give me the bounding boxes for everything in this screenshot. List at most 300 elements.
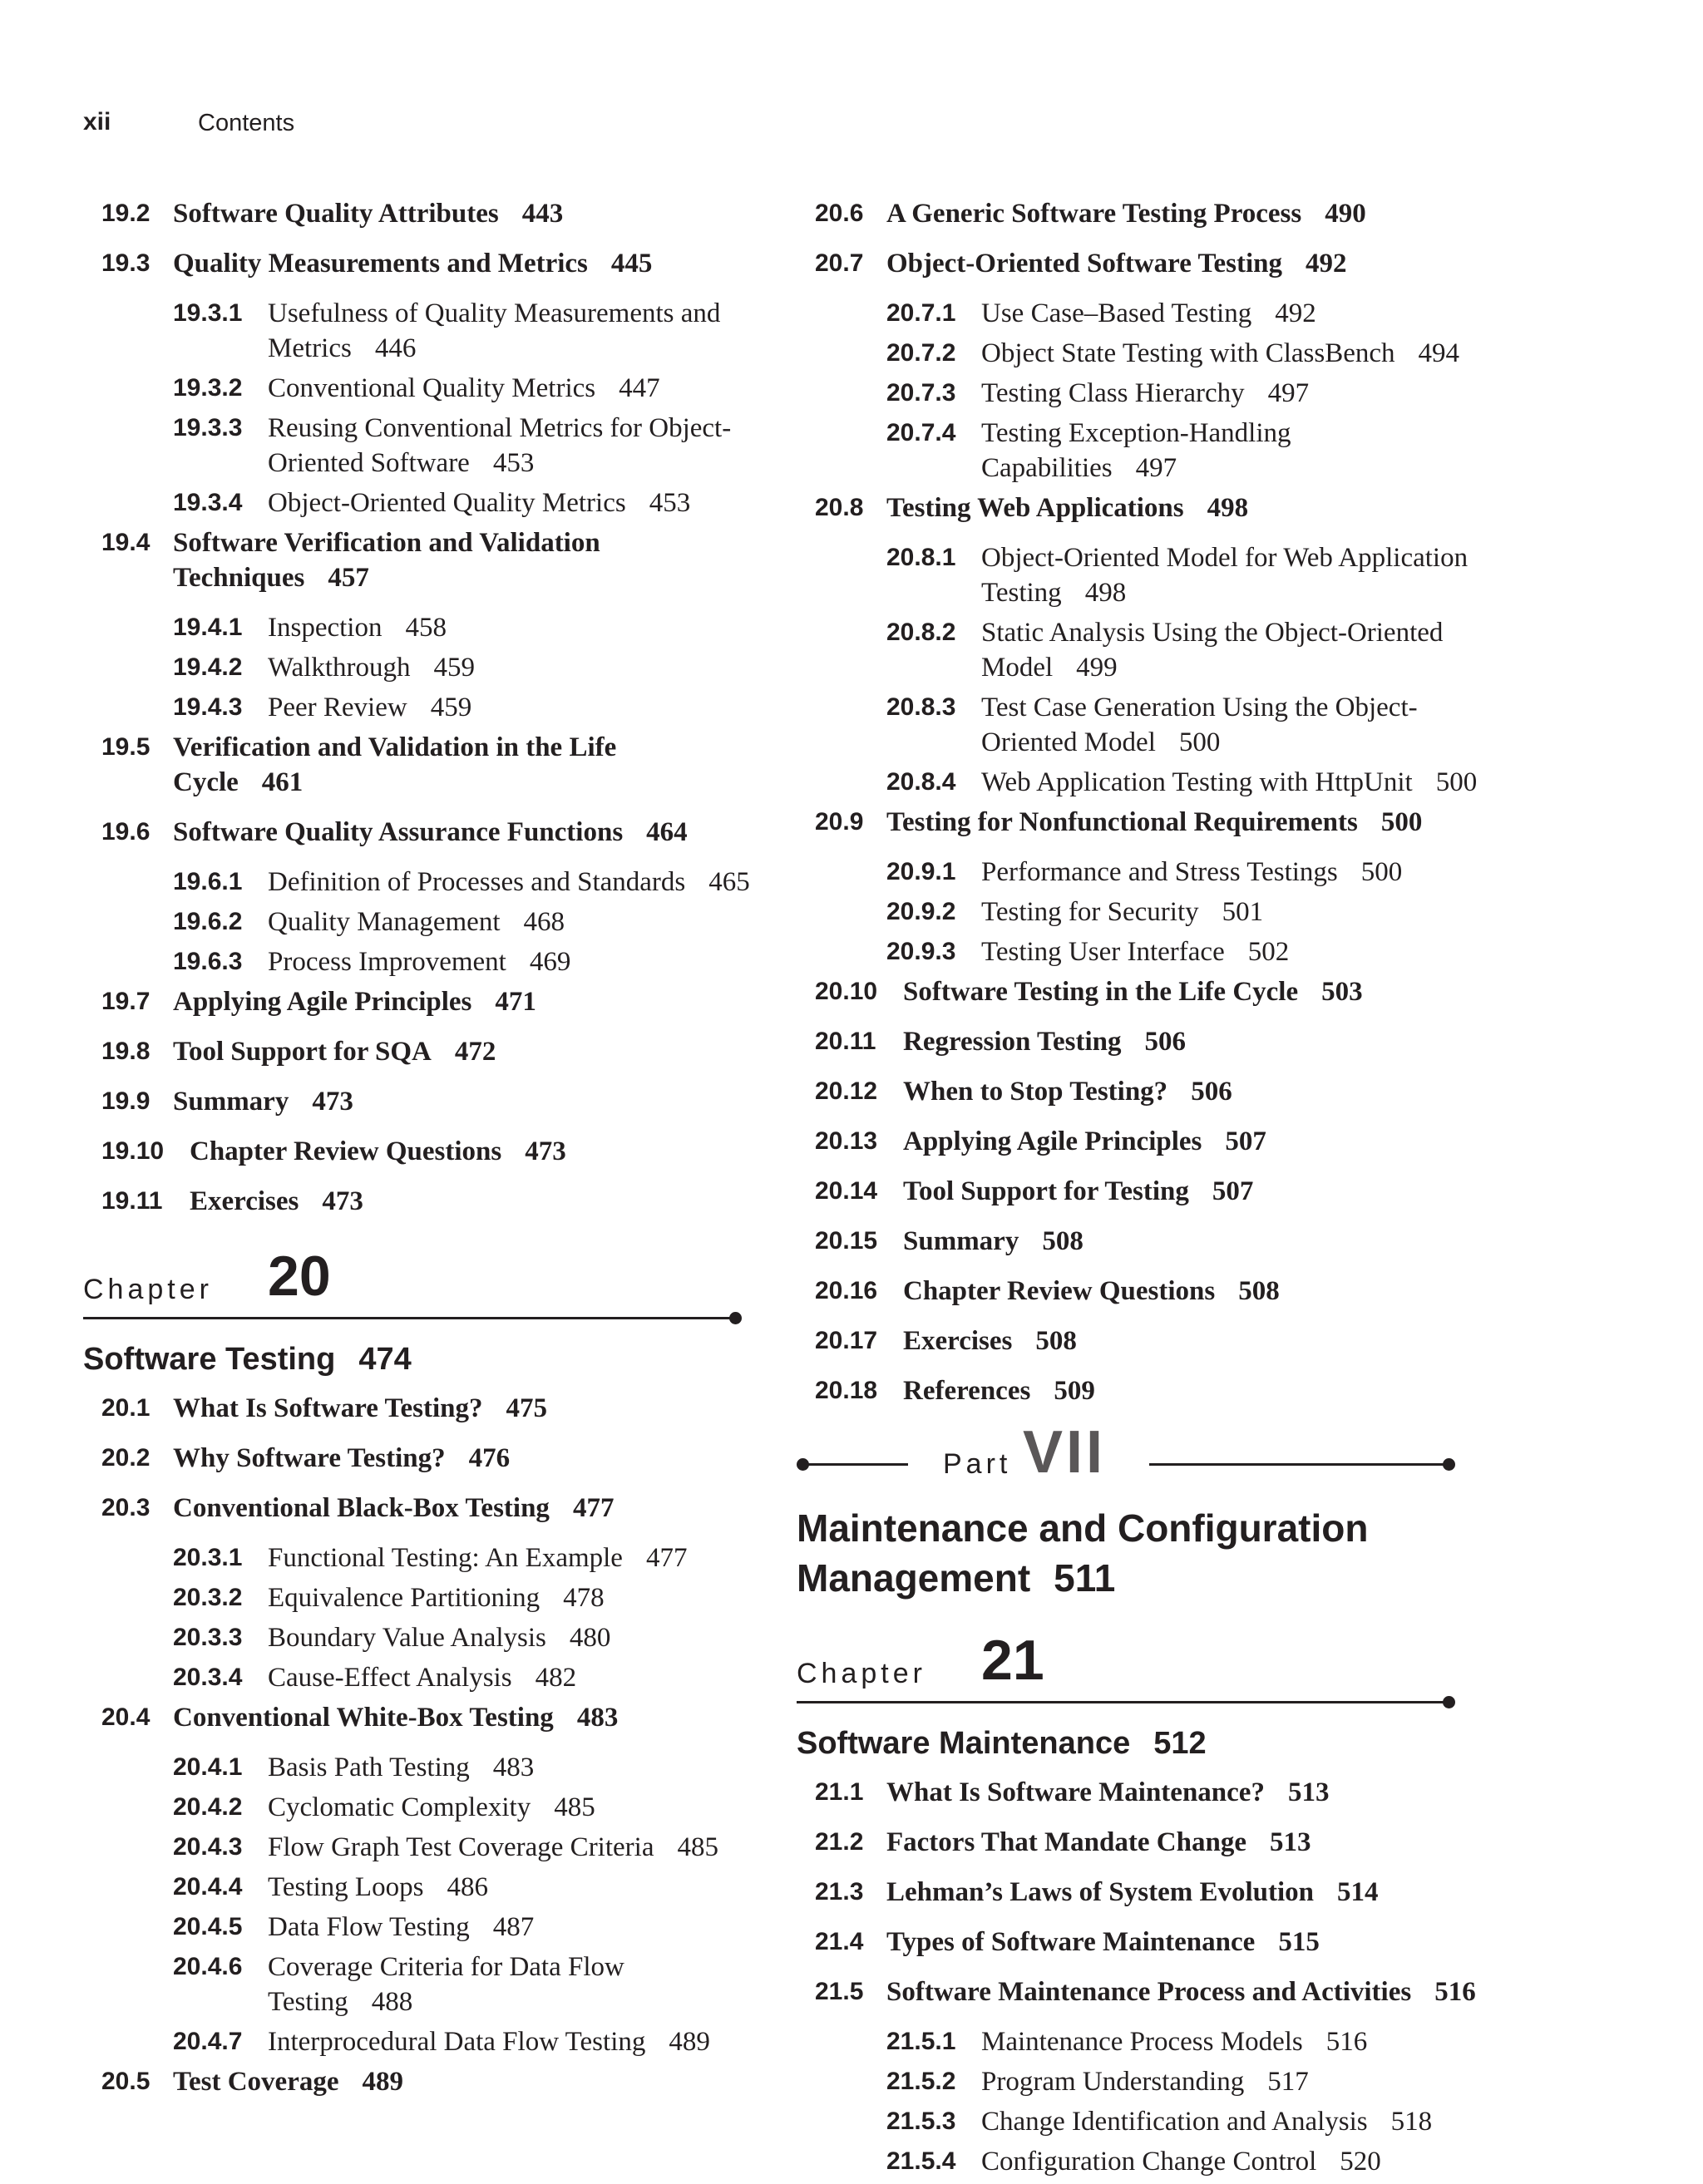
toc-list-left	[101, 196, 750, 1219]
toc-entry-number: 21.4	[815, 1928, 864, 1955]
toc-entry-title: Regression Testing	[903, 1027, 1122, 1057]
running-header: Contents	[198, 110, 295, 136]
toc-entry-number: 20.1	[101, 1394, 151, 1422]
toc-entry-page: 447	[619, 373, 660, 403]
toc-entry-page: 457	[328, 563, 369, 593]
toc-entry-page: 475	[506, 1393, 548, 1423]
toc-entry-number: 20.4.6	[173, 1953, 243, 1980]
toc-entry-title: Reusing Conventional Metrics for Object-Oriented Software	[268, 413, 732, 478]
toc-entry-title: Test Coverage	[173, 2067, 339, 2097]
toc-entry-page: 508	[1042, 1226, 1084, 1256]
toc-section	[101, 1184, 750, 1219]
toc-entry-page: 485	[554, 1792, 595, 1822]
toc-subsection	[101, 1830, 750, 1865]
toc-section	[815, 1224, 1480, 1259]
toc-entry-page: 476	[468, 1443, 511, 1473]
toc-entry-title: What Is Software Testing?	[173, 1393, 483, 1423]
toc-entry-title: Types of Software Maintenance	[886, 1927, 1256, 1957]
toc-entry-number: 21.5.4	[886, 2147, 956, 2175]
toc-section	[815, 1274, 1480, 1309]
toc-entry-title: Software Testing in the Life Cycle	[903, 977, 1299, 1007]
chapter-label: Chapter	[83, 1274, 213, 1305]
toc-entry-number: 19.4	[101, 529, 151, 556]
toc-entry-number: 20.13	[815, 1127, 878, 1155]
toc-entry-title: Functional Testing: An Example	[268, 1543, 623, 1573]
toc-section	[101, 1491, 750, 1526]
toc-entry-page: 516	[1434, 1977, 1476, 2007]
toc-subsection	[101, 296, 750, 366]
part-rule-left	[803, 1463, 908, 1466]
toc-entry-page: 494	[1418, 338, 1460, 368]
toc-entry-number: 20.3.1	[173, 1544, 243, 1571]
toc-entry-number: 19.2	[101, 200, 151, 227]
toc-entry-title: Static Analysis Using the Object-Oriented Model	[981, 618, 1444, 683]
toc-subsection	[101, 1910, 750, 1945]
toc-section	[815, 1775, 1480, 1810]
toc-entry-title: Definition of Processes and Standards	[268, 867, 686, 897]
toc-entry-title: Object-Oriented Model for Web Application Testing	[981, 543, 1469, 608]
toc-entry-number: 20.5	[101, 2068, 151, 2095]
toc-subsection	[101, 1541, 750, 1575]
toc-entry-page: 486	[447, 1872, 488, 1902]
toc-section	[101, 815, 750, 850]
toc-section	[101, 1034, 750, 1069]
toc-entry-page: 468	[523, 907, 565, 937]
toc-section	[101, 1391, 750, 1426]
toc-entry-title: Testing Exception-Handling Capabilities	[981, 418, 1291, 483]
toc-entry-number: 21.5.3	[886, 2108, 956, 2135]
toc-entry-title: Cause-Effect Analysis	[268, 1663, 512, 1693]
toc-subsection	[815, 2144, 1480, 2179]
toc-entry-number: 21.2	[815, 1828, 864, 1856]
toc-entry-page: 458	[405, 613, 447, 643]
toc-entry-title: Software Quality Assurance Functions	[173, 817, 624, 847]
part-label: Part	[943, 1448, 1012, 1480]
toc-subsection	[101, 610, 750, 645]
toc-entry-title: Chapter Review Questions	[903, 1276, 1216, 1306]
part-page: 511	[1054, 1556, 1116, 1600]
toc-entry-title: Verification and Validation in the Life Cycle	[173, 732, 617, 797]
chapter-label: Chapter	[797, 1658, 926, 1689]
toc-section	[101, 1441, 750, 1476]
toc-entry-number: 21.1	[815, 1778, 864, 1806]
toc-entry-page: 509	[1054, 1376, 1095, 1406]
toc-entry-page: 465	[708, 867, 750, 897]
toc-entry-number: 19.6	[101, 818, 151, 845]
toc-entry-title: Exercises	[903, 1326, 1013, 1356]
toc-entry-page: 453	[492, 448, 535, 478]
chapter-title	[83, 1342, 750, 1378]
toc-entry-page: 459	[430, 693, 472, 722]
toc-entry-page: 497	[1267, 378, 1310, 408]
toc-entry-number: 19.4.1	[173, 614, 243, 641]
toc-entry-page: 518	[1390, 2107, 1433, 2137]
toc-entry-page: 500	[1435, 767, 1478, 797]
toc-section	[815, 196, 1480, 231]
toc-subsection	[101, 1750, 750, 1785]
chapter-20-heading	[83, 1244, 742, 1327]
toc-entry-page: 477	[572, 1493, 615, 1523]
toc-subsection	[815, 934, 1480, 969]
toc-subsection	[815, 2104, 1480, 2139]
toc-entry-title: When to Stop Testing?	[903, 1077, 1168, 1107]
toc-entry-number: 20.7.2	[886, 339, 956, 367]
toc-entry-page: 487	[492, 1912, 535, 1942]
toc-entry-number: 20.8.1	[886, 544, 956, 571]
toc-entry-title: Software Verification and Validation Techniques	[173, 528, 600, 593]
toc-entry-title: Testing Class Hierarchy	[981, 378, 1245, 408]
toc-entry-page: 446	[374, 333, 417, 363]
toc-entry-title: Coverage Criteria for Data Flow Testing	[268, 1952, 624, 2017]
toc-entry-number: 20.4.2	[173, 1793, 243, 1821]
toc-entry-number: 19.10	[101, 1137, 165, 1165]
part-heading	[797, 1419, 1455, 1501]
toc-subsection	[101, 411, 750, 481]
toc-entry-page: 480	[569, 1623, 611, 1653]
toc-entry-number: 20.4.3	[173, 1833, 243, 1861]
toc-entry-title: Testing Web Applications	[886, 493, 1184, 523]
toc-subsection	[815, 895, 1480, 929]
toc-entry-number: 20.8	[815, 494, 864, 521]
toc-section	[815, 1974, 1480, 2009]
toc-entry-number: 20.9.2	[886, 898, 956, 925]
toc-section	[815, 1174, 1480, 1209]
toc-section	[815, 1324, 1480, 1358]
toc-subsection	[101, 690, 750, 725]
toc-entry-page: 473	[525, 1136, 566, 1166]
toc-entry-page: 492	[1275, 298, 1316, 328]
toc-section	[815, 1024, 1480, 1059]
part-rule-dot-right	[1443, 1458, 1455, 1471]
toc-entry-page: 517	[1267, 2067, 1309, 2097]
toc-entry-title: Lehman’s Laws of System Evolution	[886, 1877, 1314, 1907]
toc-entry-page: 514	[1337, 1877, 1379, 1907]
chapter-rule-dot	[1443, 1696, 1455, 1708]
toc-entry-page: 488	[371, 1987, 413, 2017]
toc-entry-page: 489	[669, 2027, 710, 2057]
toc-entry-title: Object State Testing with ClassBench	[981, 338, 1395, 368]
toc-subsection	[101, 905, 750, 939]
toc-entry-title: Maintenance Process Models	[981, 2027, 1303, 2057]
toc-entry-page: 506	[1144, 1027, 1187, 1057]
toc-entry-page: 502	[1247, 937, 1290, 967]
toc-entry-page: 501	[1222, 897, 1264, 927]
toc-entry-number: 21.5.2	[886, 2068, 956, 2095]
toc-entry-page: 508	[1238, 1276, 1280, 1306]
toc-entry-page: 506	[1191, 1077, 1232, 1107]
toc-entry-number: 20.18	[815, 1377, 878, 1404]
toc-subsection	[101, 1790, 750, 1825]
toc-subsection	[815, 765, 1480, 800]
toc-entry-title: Web Application Testing with HttpUnit	[981, 767, 1413, 797]
toc-entry-number: 20.4.5	[173, 1913, 243, 1940]
toc-entry-page: 492	[1306, 249, 1347, 279]
toc-entry-page: 471	[495, 987, 536, 1017]
toc-entry-title: Equivalence Partitioning	[268, 1583, 541, 1613]
toc-entry-page: 489	[362, 2067, 403, 2097]
toc-entry-number: 20.8.4	[886, 768, 956, 796]
toc-entry-number: 19.5	[101, 733, 151, 761]
toc-entry-title: Why Software Testing?	[173, 1443, 446, 1473]
toc-entry-page: 443	[521, 199, 564, 229]
toc-entry-number: 20.12	[815, 1077, 878, 1105]
toc-entry-title: Conventional Black-Box Testing	[173, 1493, 550, 1523]
chapter-title-text: Software Testing	[83, 1342, 336, 1377]
toc-section	[101, 1134, 750, 1169]
toc-entry-page: 473	[322, 1186, 363, 1216]
part-rule-right	[1149, 1463, 1449, 1466]
chapter-21-heading	[797, 1628, 1455, 1711]
toc-entry-number: 20.3.4	[173, 1664, 243, 1691]
chapter-rule	[797, 1701, 1449, 1703]
toc-section	[815, 491, 1480, 525]
toc-section	[815, 1825, 1480, 1860]
toc-subsection	[815, 855, 1480, 890]
toc-section	[815, 1074, 1480, 1109]
toc-entry-title: Cyclomatic Complexity	[268, 1792, 531, 1822]
toc-entry-number: 20.7	[815, 249, 864, 277]
toc-right-column	[797, 196, 1480, 2184]
toc-entry-page: 483	[492, 1753, 535, 1782]
toc-list-chapter-20	[101, 1391, 750, 2099]
toc-entry-page: 472	[454, 1037, 496, 1067]
toc-list-right	[815, 196, 1480, 1408]
toc-entry-page: 499	[1076, 653, 1118, 683]
toc-entry-number: 19.3.1	[173, 299, 243, 327]
toc-entry-title: Change Identification and Analysis	[981, 2107, 1368, 2137]
part-title	[797, 1503, 1480, 1603]
toc-section	[101, 196, 750, 231]
toc-entry-title: What Is Software Maintenance?	[886, 1777, 1265, 1807]
toc-subsection	[815, 336, 1480, 371]
toc-section	[101, 730, 750, 800]
toc-entry-number: 20.10	[815, 978, 878, 1005]
toc-entry-title: Boundary Value Analysis	[268, 1623, 546, 1653]
chapter-number: 20	[268, 1245, 331, 1308]
toc-entry-title: Performance and Stress Testings	[981, 857, 1338, 887]
toc-entry-number: 19.4.3	[173, 693, 243, 721]
toc-entry-number: 19.6.2	[173, 908, 243, 935]
toc-entry-title: Object-Oriented Quality Metrics	[268, 488, 626, 518]
toc-entry-number: 19.3.3	[173, 414, 243, 441]
toc-entry-number: 19.3.2	[173, 374, 243, 402]
toc-subsection	[101, 865, 750, 900]
toc-entry-page: 500	[1178, 727, 1221, 757]
toc-entry-page: 513	[1287, 1777, 1330, 1807]
toc-entry-title: Program Understanding	[981, 2067, 1245, 2097]
toc-entry-title: Testing Loops	[268, 1872, 424, 1902]
part-title-text: Maintenance and Configuration Management	[797, 1506, 1369, 1600]
toc-entry-page: 461	[261, 767, 304, 797]
toc-subsection	[815, 540, 1480, 610]
toc-subsection	[101, 1620, 750, 1655]
toc-entry-number: 19.3	[101, 249, 151, 277]
toc-entry-title: Basis Path Testing	[268, 1753, 470, 1782]
toc-entry-title: Software Maintenance Process and Activities	[886, 1977, 1412, 2007]
toc-subsection	[101, 1950, 750, 2019]
toc-entry-title: Use Case–Based Testing	[981, 298, 1252, 328]
toc-entry-number: 21.3	[815, 1878, 864, 1905]
chapter-title	[797, 1726, 1480, 1762]
toc-entry-title: Software Quality Attributes	[173, 199, 499, 229]
toc-entry-title: Testing for Security	[981, 897, 1199, 927]
toc-subsection	[815, 416, 1480, 486]
toc-subsection	[101, 1870, 750, 1905]
toc-section	[815, 974, 1480, 1009]
chapter-rule	[83, 1317, 735, 1319]
toc-subsection	[815, 2024, 1480, 2059]
toc-entry-title: Inspection	[268, 613, 383, 643]
toc-entry-page: 516	[1325, 2027, 1368, 2057]
toc-entry-title: Usefulness of Quality Measurements and Metrics	[268, 298, 721, 363]
toc-entry-title: Conventional White-Box Testing	[173, 1703, 554, 1733]
toc-section	[815, 1875, 1480, 1910]
toc-entry-number: 20.14	[815, 1177, 878, 1205]
toc-entry-title: Conventional Quality Metrics	[268, 373, 596, 403]
toc-section	[815, 1373, 1480, 1408]
toc-entry-title: Peer Review	[268, 693, 407, 722]
toc-entry-number: 20.8.2	[886, 619, 956, 646]
toc-entry-title: Factors That Mandate Change	[886, 1827, 1246, 1857]
chapter-page: 474	[358, 1342, 412, 1377]
toc-entry-number: 20.9.1	[886, 858, 956, 885]
toc-section	[101, 1700, 750, 1735]
toc-entry-title: Quality Management	[268, 907, 501, 937]
toc-entry-number: 19.4.2	[173, 653, 243, 681]
toc-entry-number: 20.3.2	[173, 1584, 243, 1611]
toc-list-chapter-21	[815, 1775, 1480, 2179]
toc-entry-page: 520	[1340, 2147, 1381, 2177]
toc-entry-title: Testing for Nonfunctional Requirements	[886, 807, 1358, 837]
toc-entry-number: 20.4.7	[173, 2028, 243, 2055]
toc-entry-page: 473	[312, 1087, 353, 1117]
part-number: VII	[1023, 1419, 1107, 1486]
toc-entry-title: Chapter Review Questions	[190, 1136, 502, 1166]
toc-section	[101, 2064, 750, 2099]
toc-section	[815, 1124, 1480, 1159]
toc-entry-page: 497	[1135, 453, 1177, 483]
toc-entry-number: 20.6	[815, 200, 864, 227]
toc-entry-title: Process Improvement	[268, 947, 506, 977]
toc-entry-page: 445	[610, 249, 653, 279]
toc-entry-title: Data Flow Testing	[268, 1912, 470, 1942]
toc-entry-number: 20.8.3	[886, 693, 956, 721]
toc-subsection	[815, 296, 1480, 331]
chapter-rule-dot	[729, 1312, 742, 1324]
toc-subsection	[101, 2024, 750, 2059]
toc-entry-title: Test Case Generation Using the Object-Oriented Model	[981, 693, 1418, 757]
toc-section	[815, 246, 1480, 281]
toc-entry-number: 20.16	[815, 1277, 878, 1304]
toc-entry-title: Configuration Change Control	[981, 2147, 1317, 2177]
toc-subsection	[815, 690, 1480, 760]
toc-entry-number: 20.15	[815, 1227, 878, 1255]
toc-entry-page: 513	[1269, 1827, 1311, 1857]
toc-left-column	[83, 196, 750, 2114]
toc-entry-page: 515	[1278, 1927, 1320, 1957]
toc-entry-page: 500	[1360, 857, 1403, 887]
toc-entry-number: 19.3.4	[173, 489, 243, 516]
toc-entry-title: Summary	[903, 1226, 1019, 1256]
toc-entry-title: Interprocedural Data Flow Testing	[268, 2027, 646, 2057]
toc-entry-number: 19.6.3	[173, 948, 243, 975]
toc-entry-page: 500	[1380, 807, 1423, 837]
toc-entry-number: 19.9	[101, 1087, 151, 1115]
toc-section	[815, 1925, 1480, 1960]
toc-subsection	[101, 650, 750, 685]
toc-entry-title: Applying Agile Principles	[903, 1127, 1202, 1156]
toc-entry-page: 503	[1321, 977, 1363, 1007]
toc-section	[101, 525, 750, 595]
toc-entry-number: 20.7.4	[886, 419, 956, 446]
toc-entry-number: 20.4.4	[173, 1873, 243, 1901]
toc-entry-page: 478	[563, 1583, 605, 1613]
toc-entry-number: 21.5.1	[886, 2028, 956, 2055]
toc-entry-page: 482	[535, 1663, 577, 1693]
toc-entry-title: Object-Oriented Software Testing	[886, 249, 1283, 279]
toc-entry-title: Quality Measurements and Metrics	[173, 249, 588, 279]
toc-entry-title: Testing User Interface	[981, 937, 1225, 967]
toc-entry-page: 459	[433, 653, 475, 683]
toc-entry-title: A Generic Software Testing Process	[886, 199, 1302, 229]
toc-entry-number: 20.3	[101, 1494, 151, 1521]
toc-entry-number: 20.4.1	[173, 1753, 243, 1781]
toc-subsection	[101, 1580, 750, 1615]
toc-entry-number: 20.9	[815, 808, 864, 836]
toc-entry-page: 464	[646, 817, 688, 847]
toc-entry-title: Flow Graph Test Coverage Criteria	[268, 1832, 654, 1862]
toc-subsection	[815, 615, 1480, 685]
toc-entry-title: Tool Support for Testing	[903, 1176, 1189, 1206]
toc-entry-title: Tool Support for SQA	[173, 1037, 432, 1067]
toc-entry-title: Exercises	[190, 1186, 299, 1216]
chapter-number: 21	[981, 1629, 1044, 1692]
toc-entry-page: 483	[576, 1703, 619, 1733]
toc-entry-number: 20.2	[101, 1444, 151, 1472]
toc-entry-number: 20.7.3	[886, 379, 956, 407]
toc-subsection	[101, 944, 750, 979]
toc-entry-number: 19.7	[101, 988, 151, 1015]
toc-entry-page: 469	[529, 947, 571, 977]
toc-subsection	[101, 1660, 750, 1695]
toc-subsection	[815, 2064, 1480, 2099]
toc-entry-page: 498	[1207, 493, 1249, 523]
toc-entry-number: 20.4	[101, 1703, 151, 1731]
toc-section	[815, 805, 1480, 840]
toc-entry-page: 507	[1212, 1176, 1254, 1206]
toc-entry-page: 490	[1325, 199, 1366, 229]
toc-entry-number: 20.3.3	[173, 1624, 243, 1651]
toc-entry-page: 508	[1035, 1326, 1077, 1356]
toc-entry-number: 19.11	[101, 1187, 163, 1215]
toc-entry-number: 19.6.1	[173, 868, 243, 895]
toc-entry-page: 507	[1225, 1127, 1266, 1156]
toc-entry-number: 20.7.1	[886, 299, 956, 327]
toc-entry-title: References	[903, 1376, 1031, 1406]
toc-entry-page: 498	[1084, 578, 1127, 608]
toc-entry-number: 19.8	[101, 1038, 151, 1065]
toc-entry-title: Summary	[173, 1087, 289, 1117]
toc-entry-title: Applying Agile Principles	[173, 987, 472, 1017]
chapter-page: 512	[1153, 1726, 1207, 1761]
toc-entry-page: 477	[645, 1543, 688, 1573]
toc-entry-number: 20.11	[815, 1028, 876, 1055]
toc-entry-number: 20.17	[815, 1327, 878, 1354]
toc-subsection	[815, 376, 1480, 411]
toc-subsection	[101, 486, 750, 520]
toc-entry-page: 453	[649, 488, 691, 518]
toc-section	[101, 246, 750, 281]
